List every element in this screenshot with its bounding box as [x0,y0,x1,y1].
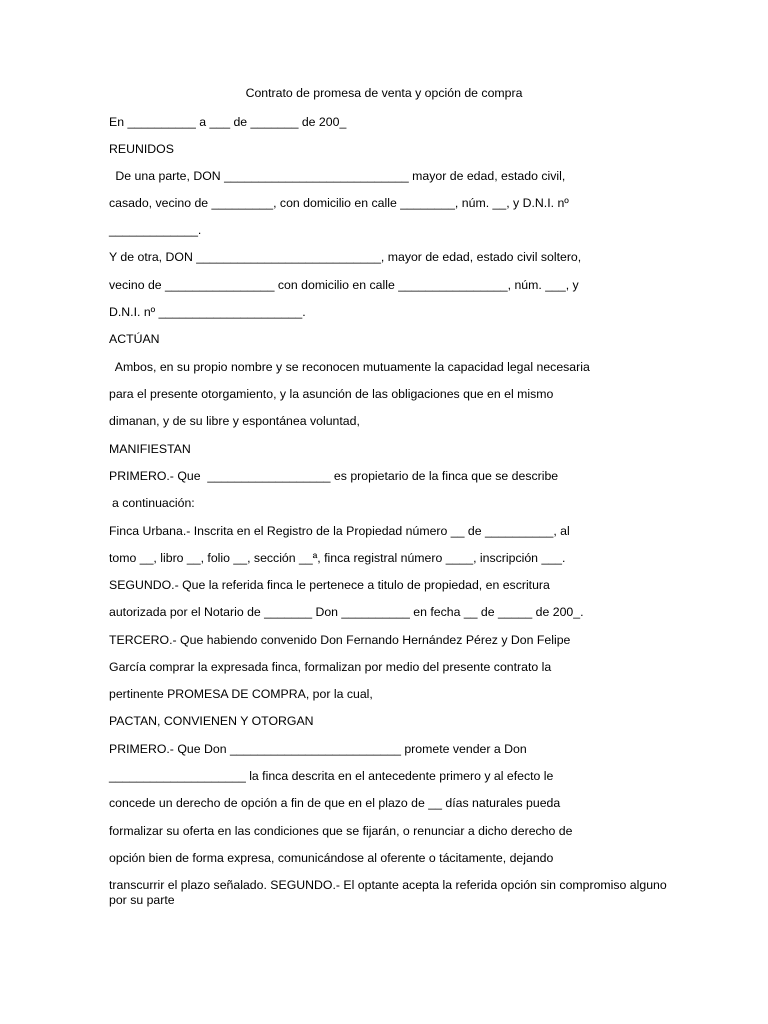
text-line: Y de otra, DON ___________________________, mayor de edad, estado civil soltero, [109,250,582,264]
text-line: transcurrir el plazo señalado. SEGUNDO.- El optante acepta la referida opción sin compromiso alguno por su parte [109,878,667,907]
heading-reunidos: REUNIDOS [109,142,174,156]
text-line: García comprar la expresada finca, formalizan por medio del presente contrato la [109,660,552,674]
text-line: ____________________ la finca descrita en el antecedente primero y al efecto le [109,769,554,783]
text-line: De una parte, DON ___________________________ mayor de edad, estado civil, [112,169,566,183]
text-line: casado, vecino de _________, con domicilio en calle ________, núm. __, y D.N.I. nº [109,196,569,210]
text-line: opción bien de forma expresa, comunicándose al oferente o tácitamente, dejando [109,851,554,865]
text-line: pertinente PROMESA DE COMPRA, por la cual, [109,687,373,701]
text-line: tomo __, libro __, folio __, sección __ª, finca registral número ____, inscripción ___. [109,551,566,565]
text-line: dimanan, y de su libre y espontánea voluntad, [109,414,360,428]
heading-pactan: PACTAN, CONVIENEN Y OTORGAN [109,714,314,728]
heading-manifiestan: MANIFIESTAN [109,442,191,456]
text-line: TERCERO.- Que habiendo convenido Don Fernando Hernández Pérez y Don Felipe [109,633,571,647]
heading-actuan: ACTÚAN [109,332,160,346]
text-line: autorizada por el Notario de _______ Don __________ en fecha __ de _____ de 200_. [109,605,584,619]
document-title: Contrato de promesa de venta y opción de compra [245,86,523,100]
text-line: _____________. [109,223,202,237]
place-date-line: En __________ a ___ de _______ de 200_ [109,115,347,129]
text-line: SEGUNDO.- Que la referida finca le pertenece a titulo de propiedad, en escritura [109,578,550,592]
text-line: D.N.I. nº _____________________. [109,305,306,319]
text-line: a continuación: [112,496,195,510]
text-line: PRIMERO.- Que Don _________________________ promete vender a Don [109,742,527,756]
text-line: formalizar su oferta en las condiciones que se fijarán, o renunciar a dicho derecho de [109,824,573,838]
text-line: PRIMERO.- Que __________________ es propietario de la finca que se describe [109,469,559,483]
text-line: Finca Urbana.- Inscrita en el Registro de la Propiedad número __ de __________, al [109,524,570,538]
text-line: Ambos, en su propio nombre y se reconocen mutuamente la capacidad legal necesaria [112,360,590,374]
text-line: vecino de ________________ con domicilio en calle ________________, núm. ___, y [109,278,579,292]
text-line: para el presente otorgamiento, y la asunción de las obligaciones que en el mismo [109,387,554,401]
text-line: concede un derecho de opción a fin de que en el plazo de __ días naturales pueda [109,796,561,810]
